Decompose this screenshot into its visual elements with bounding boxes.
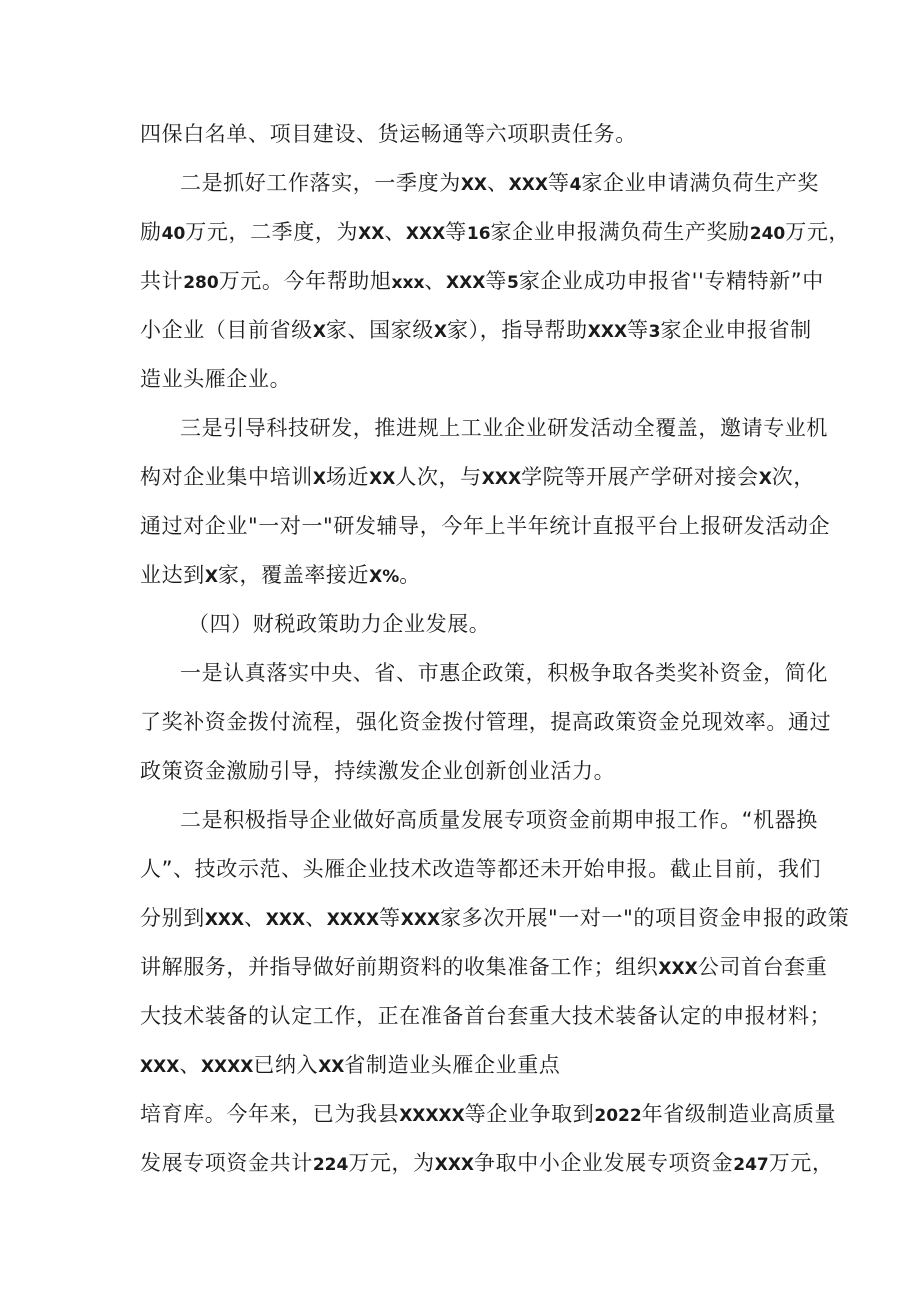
text-line-22: 发展专项资金共计224万元，为XXX争取中小企业发展专项资金247万元， bbox=[140, 1151, 834, 1175]
text-line-21: 培育库。今年来，已为我县XXXXX等企业争取到2022年省级制造业高质量 bbox=[140, 1102, 837, 1126]
text-line-8: 构对企业集中培训X场近XX人次，与XXX学院等开展产学研对接会X次， bbox=[140, 465, 815, 489]
text-line-14: 政策资金激励引导，持续激发企业创新创业活力。 bbox=[140, 759, 616, 783]
section-heading: （四）财税政策助力企业发展。 bbox=[188, 612, 491, 636]
text-line-16: 人”、技改示范、头雁企业技术改造等都还未开始申报。截止目前，我们 bbox=[140, 857, 822, 881]
text-line-9: 通过对企业"一对一"研发辅导，今年上半年统计直报平台上报研发活动企 bbox=[140, 514, 831, 538]
text-line-20: XXX、XXXX已纳入XX省制造业头雁企业重点 bbox=[140, 1053, 561, 1077]
text-line-1: 四保白名单、项目建设、货运畅通等六项职责任务。 bbox=[140, 122, 637, 146]
text-line-18: 讲解服务，并指导做好前期资料的收集准备工作；组织XXX公司首台套重 bbox=[140, 955, 828, 979]
text-line-7: 三是引导科技研发，推进规上工业企业研发活动全覆盖，邀请专业机 bbox=[180, 416, 828, 440]
text-line-4: 共计280万元。今年帮助旭xxx、XXX等5家企业成功申报省''专精特新”中 bbox=[140, 269, 824, 293]
text-line-2: 二是抓好工作落实，一季度为XX、XXX等4家企业申请满负荷生产奖 bbox=[180, 171, 820, 195]
text-line-3: 励40万元，二季度，为XX、XXX等16家企业申报满负荷生产奖励240万元， bbox=[140, 220, 851, 244]
text-line-10: 业达到X家，覆盖率接近X%。 bbox=[140, 563, 421, 587]
text-line-6: 造业头雁企业。 bbox=[140, 367, 292, 391]
text-line-12: 一是认真落实中央、省、市惠企政策，积极争取各类奖补资金，简化 bbox=[180, 661, 828, 685]
text-line-13: 了奖补资金拨付流程，强化资金拨付管理，提高政策资金兑现效率。通过 bbox=[140, 710, 832, 734]
text-line-19: 大技术装备的认定工作，正在准备首台套重大技术装备认定的申报材料； bbox=[140, 1004, 832, 1028]
text-line-15: 二是积极指导企业做好高质量发展专项资金前期申报工作。“机器换 bbox=[180, 808, 818, 832]
text-line-17: 分别到XXX、XXX、XXXX等XXX家多次开展"一对一"的项目资金申报的政策 bbox=[140, 906, 850, 930]
text-line-5: 小企业（目前省级X家、国家级X家），指导帮助XXX等3家企业申报省制 bbox=[140, 318, 812, 342]
